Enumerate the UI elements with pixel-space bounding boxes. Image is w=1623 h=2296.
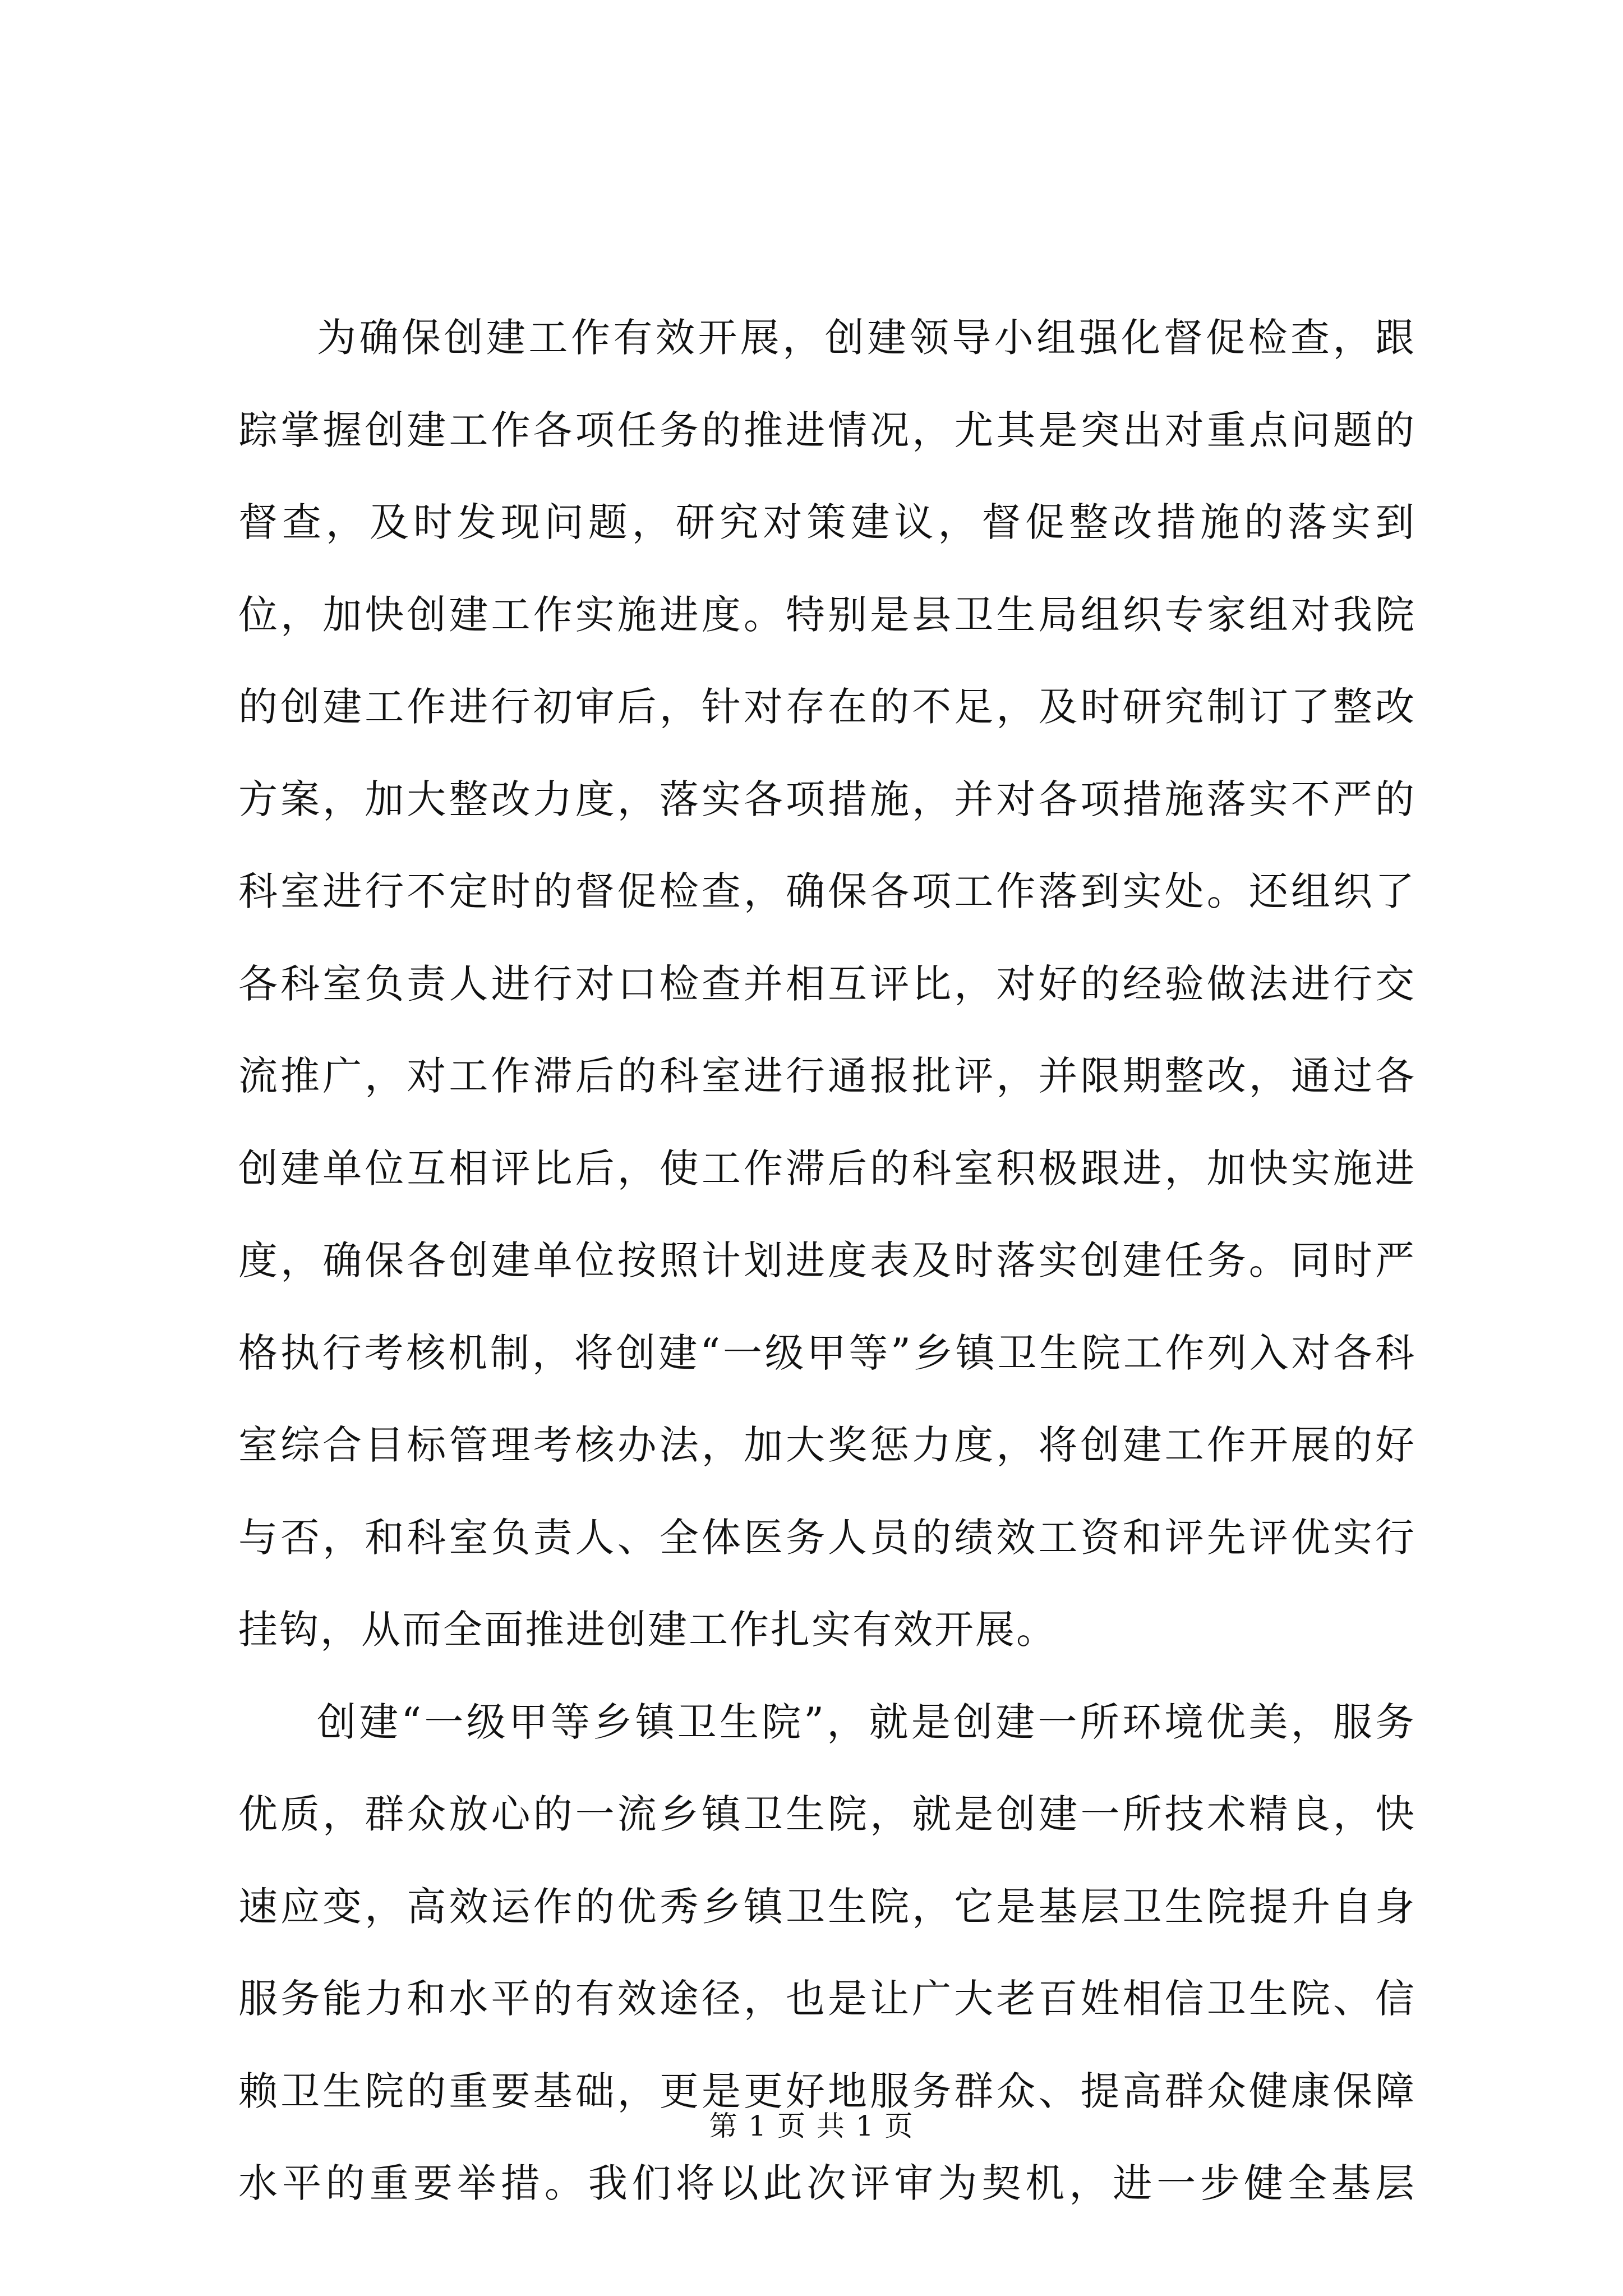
paragraph-first-class-hospital: 创建“一级甲等乡镇卫生院”，就是创建一所环境优美，服务优质，群众放心的一流乡镇卫生院，就是创建一所技术精良，快速应变，高效运作的优秀乡镇卫生院，它是基层卫生院提升自身服务能力和水平的有效途径，也是让广大老百姓相信卫生院、信赖卫生院的重要基础，更是更好地服务群众、提高群众健康保障水平的重要举措。我们将以此次评审为契机，进一步健全基层 — [238, 1699, 1416, 2206]
page-number-footer: 第 1 页 共 1 页 — [709, 2110, 914, 2142]
document-body — [238, 292, 1416, 2230]
paragraph-inspection-supervision: 为确保创建工作有效开展，创建领导小组强化督促检查，跟踪掌握创建工作各项任务的推进情况，尤其是突出对重点问题的督查，及时发现问题，研究对策建议，督促整改措施的落实到位，加快创建工作实施进度。特别是县卫生局组织专家组对我院的创建工作进行初审后，针对存在的不足，及时研究制订了整改方案，加大整改力度，落实各项措施，并对各项措施落实不严的科室进行不定时的督促检查，确保各项工作落到实处。还组织了各科室负责人进行对口检查并相互评比，对好的经验做法进行交流推广，对工作滞后的科室进行通报批评，并限期整改，通过各创建单位互相评比后，使工作滞后的科室积极跟进，加快实施进度，确保各创建单位按照计划进度表及时落实创建任务。同时严格执行考核机制，将创建“一级甲等”乡镇卫生院工作列入对各科室综合目标管理考核办法，加大奖惩力度，将创建工作开展的好与否，和科室负责人、全体医务人员的绩效工资和评先评优实行挂钩，从而全面推进创建工作扎实有效开展。 — [238, 315, 1416, 1653]
